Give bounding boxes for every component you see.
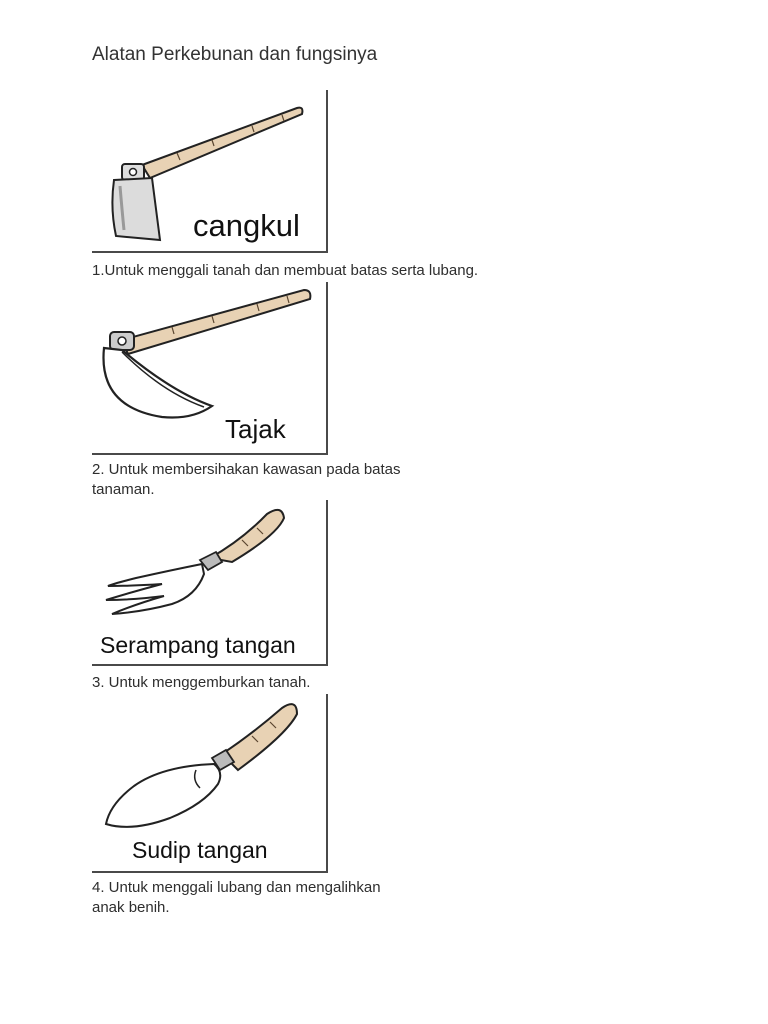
tool-caption: 2. Untuk membersihakan kawasan pada batas tanaman. [92, 461, 401, 498]
weeding-hoe-icon [92, 282, 326, 453]
tool-caption: 3. Untuk menggemburkan tanah. [92, 674, 311, 691]
tool-card-serampang-tangan [92, 500, 328, 666]
tool-name-label: Sudip tangan [132, 837, 268, 863]
tool-card-tajak [92, 282, 328, 455]
tool-name-label: Serampang tangan [100, 632, 296, 658]
tool-caption: 4. Untuk menggali lubang dan mengalihkan anak benih. [92, 879, 381, 916]
page-title: Alatan Perkebunan dan fungsinya [92, 44, 378, 65]
tool-caption: 1.Untuk menggali tanah dan membuat batas serta lubang. [92, 262, 479, 279]
tool-card-sudip-tangan [92, 694, 328, 873]
tool-name-label: Tajak [225, 414, 286, 444]
tool-card-cangkul [92, 90, 328, 253]
tool-name-label: cangkul [193, 208, 300, 243]
